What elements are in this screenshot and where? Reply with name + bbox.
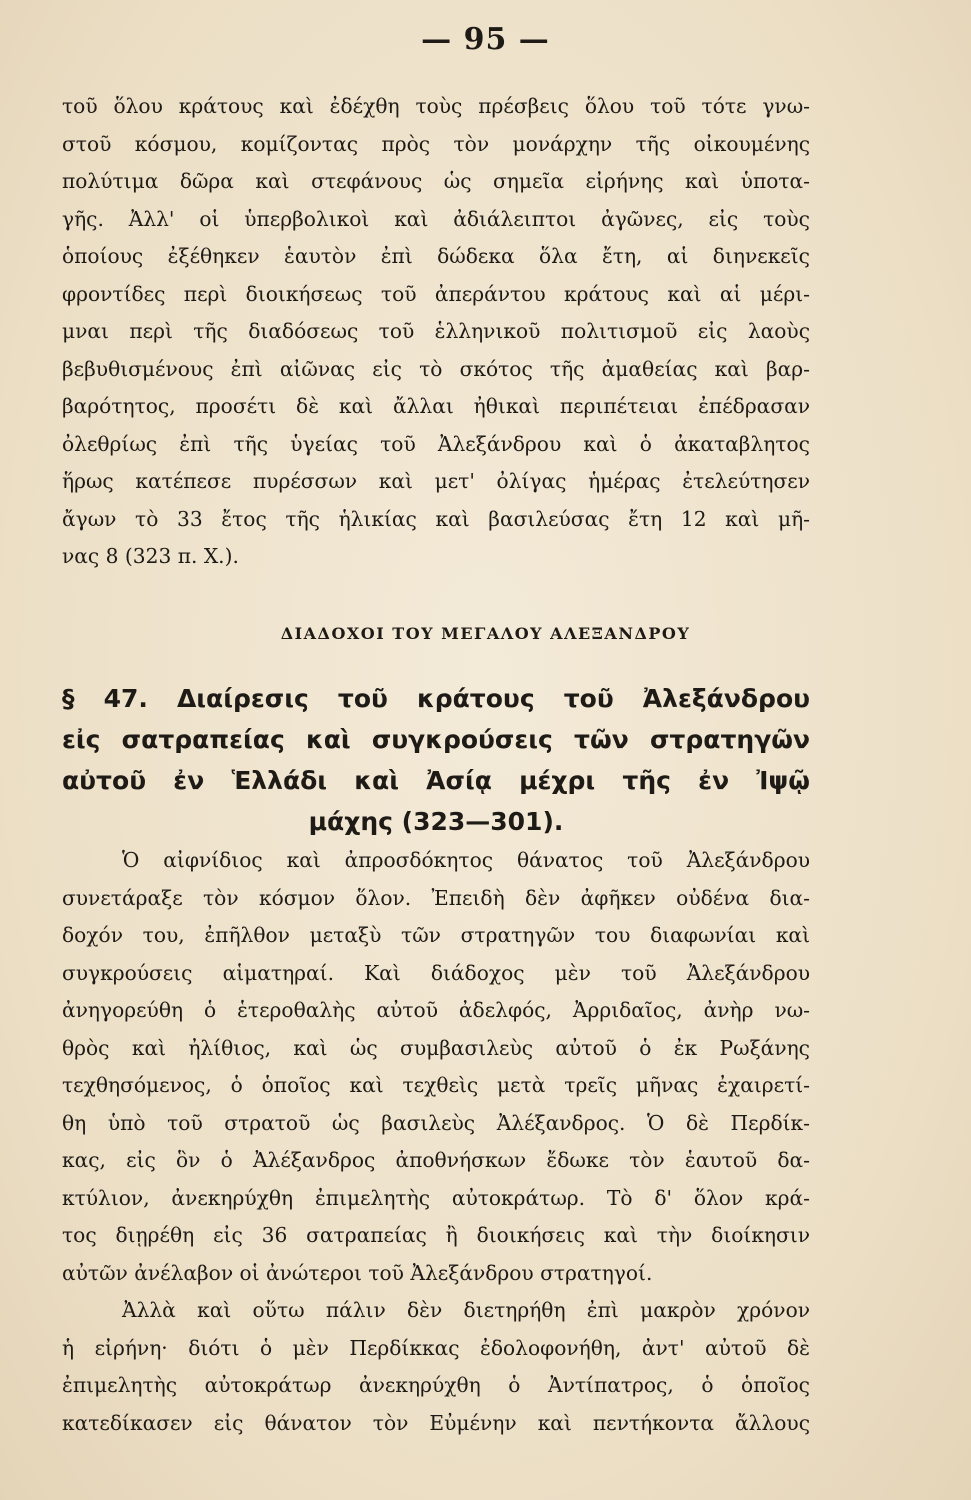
paragraph-3 — [62, 1292, 810, 1442]
text-line: φροντίδες περὶ διοικήσεως τοῦ ἀπεράντου κράτους καὶ αἱ μέρι- — [62, 281, 810, 306]
paragraph-1 — [62, 88, 810, 576]
text-line: πολύτιμα δῶρα καὶ στεφάνους ὡς σημεῖα εἰρήνης καὶ ὑποτα- — [62, 169, 810, 193]
text-line: αὐτῶν ἀνέλαβον οἱ ἀνώτεροι τοῦ Ἀλεξάνδρου στρατηγοί. — [62, 1260, 653, 1285]
text-line: κτύλιον, ἀνεκηρύχθη ἐπιμελητὴς αὐτοκράτωρ. Τὸ δ' ὅλον κρά- — [62, 1185, 810, 1210]
text-line: κατεδίκασεν εἰς θάνατον τὸν Εὐμένην καὶ πεντήκοντα ἄλλους — [62, 1410, 810, 1435]
paragraph-2 — [62, 842, 810, 1292]
text-line: ἀνηγορεύθη ὁ ἑτεροθαλὴς αὐτοῦ ἀδελφός, Ἀρριδαῖος, ἀνὴρ νω- — [62, 998, 810, 1022]
text-line: ὀλεθρίως ἐπὶ τῆς ὑγείας τοῦ Ἀλεξάνδρου καὶ ὁ ἀκαταβλητος — [62, 431, 810, 456]
text-line: συνετάραξε τὸν κόσμον ὅλον. Ἐπειδὴ δὲν ἀφῆκεν οὐδένα δια- — [62, 885, 810, 910]
section-title-line: εἰς σατραπείας καὶ συγκρούσεις τῶν στρατηγῶν — [62, 725, 810, 754]
text-line: τος διῃρέθη εἰς 36 σατραπείας ἢ διοικήσεις καὶ τὴν διοίκησιν — [62, 1223, 810, 1247]
section-title-line: αὐτοῦ ἐν Ἑλλάδι καὶ Ἀσίᾳ μέχρι τῆς ἐν Ἰψῷ — [62, 766, 810, 795]
text-line: δοχόν του, ἐπῆλθον μεταξὺ τῶν στρατηγῶν του διαφωνίαι καὶ — [62, 923, 810, 947]
section-title-line: § 47. Διαίρεσις τοῦ κράτους τοῦ Ἀλεξάνδρου — [62, 684, 810, 713]
text-line: κας, εἰς ὃν ὁ Ἀλέξανδρος ἀποθνήσκων ἔδωκε τὸν ἑαυτοῦ δα- — [62, 1148, 810, 1172]
text-line: τοῦ ὅλου κράτους καὶ ἐδέχθη τοὺς πρέσβεις ὅλου τοῦ τότε γνω- — [62, 94, 810, 118]
section-title-line: μάχης (323—301). — [308, 807, 564, 836]
text-line: ἥρως κατέπεσε πυρέσσων καὶ μετ' ὀλίγας ἡμέρας ἐτελεύτησεν — [62, 469, 810, 493]
text-line: ἄγων τὸ 33 ἔτος τῆς ἡλικίας καὶ βασιλεύσας ἔτη 12 καὶ μῆ- — [62, 506, 810, 531]
text-line: βαρότητος, προσέτι δὲ καὶ ἄλλαι ἠθικαὶ περιπέτειαι ἐπέδρασαν — [62, 394, 810, 418]
text-line: στοῦ κόσμου, κομίζοντας πρὸς τὸν μονάρχην τῆς οἰκουμένης — [62, 131, 810, 156]
text-line: θρὸς καὶ ἠλίθιος, καὶ ὡς συμβασιλεὺς αὐτοῦ ὁ ἐκ Ρωξάνης — [62, 1035, 810, 1060]
text-line: θη ὑπὸ τοῦ στρατοῦ ὡς βασιλεὺς Ἀλέξανδρος. Ὁ δὲ Περδίκ- — [62, 1110, 810, 1135]
text-line: γῆς. Ἀλλ' οἱ ὑπερβολικοὶ καὶ ἀδιάλειπτοι ἀγῶνες, εἰς τοὺς — [62, 206, 810, 231]
page-number: — 95 — — [421, 22, 550, 57]
text-line: τεχθησόμενος, ὁ ὁποῖος καὶ τεχθεὶς μετὰ τρεῖς μῆνας ἐχαιρετί- — [62, 1073, 810, 1097]
text-line: νας 8 (323 π. Χ.). — [62, 544, 239, 568]
chapter-heading: ΔΙΑΔΟΧΟΙ ΤΟΥ ΜΕΓΑΛΟΥ ΑΛΕΞΑΝΔΡΟΥ — [280, 624, 691, 643]
text-line: μναι περὶ τῆς διαδόσεως τοῦ ἑλληνικοῦ πολιτισμοῦ εἰς λαοὺς — [62, 319, 810, 343]
text-line: Ἀλλὰ καὶ οὕτω πάλιν δὲν διετηρήθη ἐπὶ μακρὸν χρόνον — [122, 1298, 810, 1322]
text-line: συγκρούσεις αἱματηραί. Καὶ διάδοχος μὲν τοῦ Ἀλεξάνδρου — [62, 960, 810, 985]
section-title — [62, 678, 810, 842]
text-line: ἐπιμελητὴς αὐτοκράτωρ ἀνεκηρύχθη ὁ Ἀντίπατρος, ὁ ὁποῖος — [62, 1373, 810, 1397]
text-line: βεβυθισμένους ἐπὶ αἰῶνας εἰς τὸ σκότος τῆς ἀμαθείας καὶ βαρ- — [62, 356, 810, 381]
text-line: ὁποίους ἐξέθηκεν ἑαυτὸν ἐπὶ δώδεκα ὅλα ἔτη, αἱ διηνεκεῖς — [62, 244, 810, 268]
text-line: Ὁ αἰφνίδιος καὶ ἀπροσδόκητος θάνατος τοῦ Ἀλεξάνδρου — [122, 848, 810, 872]
text-line: ἡ εἰρήνη· διότι ὁ μὲν Περδίκκας ἐδολοφονήθη, ἀντ' αὐτοῦ δὲ — [62, 1335, 810, 1360]
